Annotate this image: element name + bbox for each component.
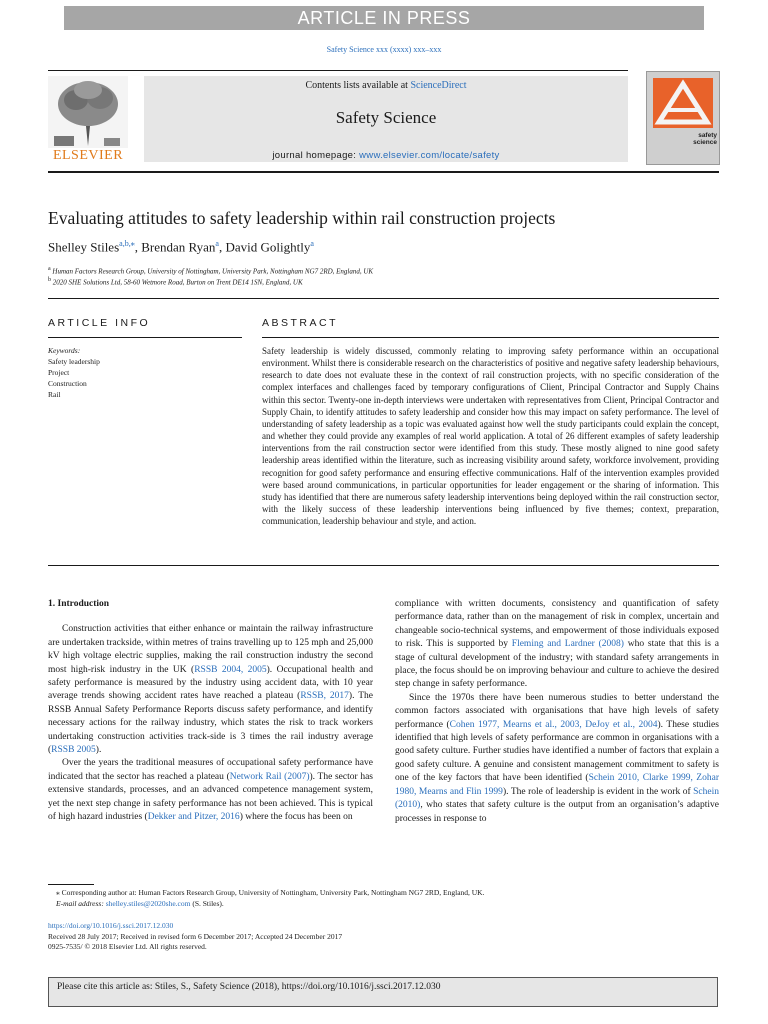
body-text: ). Occupational health and safety performance is measured by the industry using accident data, with 10 year average trends showing accident rates have reached a plateau (	[48, 664, 373, 702]
citation-link[interactable]: RSSB, 2017	[300, 691, 349, 702]
body-paragraph	[395, 692, 719, 826]
citation-link[interactable]: Schein (2010)	[395, 786, 719, 811]
homepage-prefix: journal homepage:	[272, 150, 360, 161]
citation-link[interactable]: RSSB 2004, 2005	[194, 664, 267, 675]
journal-header	[144, 76, 628, 162]
body-left-column	[48, 598, 373, 825]
author-separator: ,	[134, 239, 142, 255]
body-paragraph	[48, 623, 373, 757]
citation-link[interactable]: RSSB 2005	[51, 745, 96, 756]
body-text: , who states that safety culture is the output from an organisation’s adaptive processes in response to	[395, 800, 719, 824]
divider-rule	[48, 298, 719, 299]
affiliation-mark: a	[48, 266, 51, 272]
publisher-name: ELSEVIER	[52, 148, 124, 163]
email-label: E-mail address:	[56, 898, 106, 908]
divider-rule	[48, 565, 719, 566]
affiliation	[48, 266, 373, 275]
author-name[interactable]: Brendan Ryan	[141, 239, 216, 255]
body-text: ). These studies identified that high levels of safety performance are common in organisations with a good safety culture. Further studies have identified a number of factors that explain a good safety culture. A genuine and consistent management commitment to safety is one of the key factors that have been identified (	[395, 719, 719, 784]
keyword: Rail	[48, 390, 61, 399]
author-affiliation-mark[interactable]: a	[215, 239, 219, 248]
affiliation-mark: b	[48, 277, 51, 283]
article-title: Evaluating attitudes to safety leadership within rail construction projects	[48, 208, 556, 228]
author-affiliation-mark[interactable]: a	[310, 239, 314, 248]
journal-homepage-link[interactable]: www.elsevier.com/locate/safety	[359, 150, 500, 161]
abstract-rule	[262, 337, 719, 338]
author-name[interactable]: David Golightly	[225, 239, 311, 255]
body-right-column	[395, 598, 719, 826]
abstract-text: Safety leadership is widely discussed, commonly relating to improving safety performance within an occupational environment. Whilst there is considerable research on the characteristics of positive and negative safety leadership behaviours, research to date does not evaluate these in the context of rail construction projects, with no specific consideration of the complex interfaces and challenges faced by temporary configurations of Client, Principal Contractor and Supply Chains within this sector. Twenty-one in-depth interviews were undertaken with representatives from Client, Principal Contractor and Supply Chain, to identify attitudes to safety leadership and consider how this may impact on safety performance. The level of understanding of safety leadership as a topic was evaluated against how well the study participants could explain the concept, and whether they could provide any examples of real world application. A total of 26 different examples of safety leadership interventions from the rail construction sector were identified from this study. These mostly aligned to nine good safety leadership areas identified within the literature, such as increasing visibility around safety, workforce involvement, providing recognition for good safety performance and ensuring effective communications. Half of the intervention examples provided were based around communications, in particular opportunities for leader engagement or the sharing of information. This study has identified that there are numerous safety leadership interventions being deployed within the rail construction sector, with the likely success of these leadership interventions being influenced by five themes; context, preparation, communication, leadership behaviour and style, and action.	[262, 346, 719, 527]
body-text: ).	[95, 745, 102, 756]
corresponding-author-note: ⁎ Corresponding author at: Human Factors Research Group, University of Nottingham, University Park, Nottingham NG7 2RD, England, UK.	[56, 888, 485, 897]
citation-link[interactable]: Dekker and Pitzer, 2016	[147, 812, 240, 823]
journal-cover-graphic	[647, 72, 719, 164]
keyword: Project	[48, 368, 70, 377]
citation-link[interactable]: Cohen 1977, Mearns et al., 2003, DeJoy et al., 2004	[449, 719, 658, 730]
author-list	[48, 239, 314, 255]
header-bottom-rule	[48, 171, 719, 173]
body-text: Over the years the traditional measures of occupational safety performance have indicated that the sector has reached a plateau (	[48, 758, 373, 782]
email-link[interactable]: shelley.stiles@2020she.com	[105, 898, 191, 908]
author-name[interactable]: Shelley Stiles	[48, 239, 120, 255]
citation-text: Please cite this article as: Stiles, S., Safety Science (2018), https://doi.org/10.1016/j.ssci.2017.12.030	[57, 982, 441, 992]
journal-cover-thumbnail	[646, 71, 720, 165]
body-text: Since the 1970s there have been numerous studies to better understand the common factors associated with organisations that have high levels of safety performance (	[395, 692, 719, 730]
body-text: ) where the focus has been on	[239, 812, 353, 823]
journal-homepage-line	[144, 150, 628, 161]
body-text: who state that this is a stage of cultural development of the industry; with standard safety arrangements in place, the focus should be on improving behaviour and culture to achieve the desired step change in safety performance.	[395, 639, 719, 690]
received-dates: Received 28 July 2017; Received in revised form 6 December 2017; Accepted 24 December 2017	[48, 931, 343, 941]
contents-line	[144, 80, 628, 91]
citation-box	[48, 977, 718, 1007]
article-in-press-banner: ARTICLE IN PRESS	[64, 6, 704, 30]
keyword: Construction	[48, 379, 87, 388]
body-text: Construction activities that either enhance or maintain the railway infrastructure are undertaken trackside, within metres of trains travelling up to 125 mph and 25,000 kV high voltage electric supplies, making the rail construction industry the second most high-risk industry in the UK (	[48, 624, 373, 675]
footnote-rule	[48, 884, 94, 885]
journal-reference-link[interactable]: Safety Science xxx (xxxx) xxx–xxx	[326, 45, 442, 54]
article-info-heading: ARTICLE INFO	[48, 317, 151, 329]
abstract-heading: ABSTRACT	[262, 317, 339, 329]
affiliation-text: 2020 SHE Solutions Ltd, 58-60 Wetmore Road, Burton on Trent DE14 1SN, England, UK	[52, 278, 303, 287]
body-text: ). The role of leadership is evident in the work of	[502, 786, 694, 797]
body-paragraph	[48, 757, 373, 824]
body-text: ). The RSSB Annual Safety Performance Reports discuss safety performance, and identify necessary actions for the railway industry, which states the risk to track workers undertaking construction activities track-side is 3 times the rail industry average (	[48, 691, 374, 756]
contents-prefix: Contents lists available at	[305, 80, 411, 91]
keyword: Safety leadership	[48, 357, 100, 366]
keywords-label: Keywords:	[48, 346, 81, 355]
body-text: ). The sector has extensive standards, processes, and an advanced competence management system, yet the next step change in safety performance has not been achieved. This is typical of high hazard industries (	[48, 771, 374, 823]
section-heading: 1. Introduction	[48, 599, 110, 609]
email-suffix: (S. Stiles).	[190, 898, 224, 908]
body-paragraph	[395, 598, 719, 692]
citation-link[interactable]: Schein 2010, Clarke 1999, Zohar 1980, Mearns and Flin 1999	[395, 773, 719, 797]
body-text: compliance with written documents, consistency and quantification of safety performance data, rather than on the management of risk in complex, uncertain and changeable socio-technical systems, and empowerment of those individuals exposed to risk. This is supported by	[395, 599, 719, 650]
journal-cover-text: safety science	[693, 132, 717, 146]
author-affiliation-mark[interactable]: a,b,⁎	[119, 239, 135, 248]
journal-name: Safety Science	[335, 108, 437, 127]
copyright-line: 0925-7535/ © 2018 Elsevier Ltd. All rights reserved.	[48, 942, 207, 951]
citation-link[interactable]: Fleming and Lardner (2008)	[511, 639, 624, 650]
doi-link[interactable]: https://doi.org/10.1016/j.ssci.2017.12.030	[48, 921, 174, 930]
footnotes	[48, 888, 484, 909]
affiliation	[48, 277, 303, 286]
article-info-rule	[48, 337, 242, 338]
header-top-rule	[48, 70, 628, 71]
email-note	[48, 899, 484, 910]
doi-block	[48, 921, 342, 953]
sciencedirect-link[interactable]: ScienceDirect	[410, 80, 467, 91]
keywords-list	[48, 356, 100, 400]
author-separator: ,	[218, 239, 226, 255]
affiliation-text: Human Factors Research Group, University of Nottingham, University Park, Nottingham NG7 2RD, England, UK	[52, 267, 374, 276]
citation-link[interactable]: Network Rail (2007)	[229, 771, 310, 782]
